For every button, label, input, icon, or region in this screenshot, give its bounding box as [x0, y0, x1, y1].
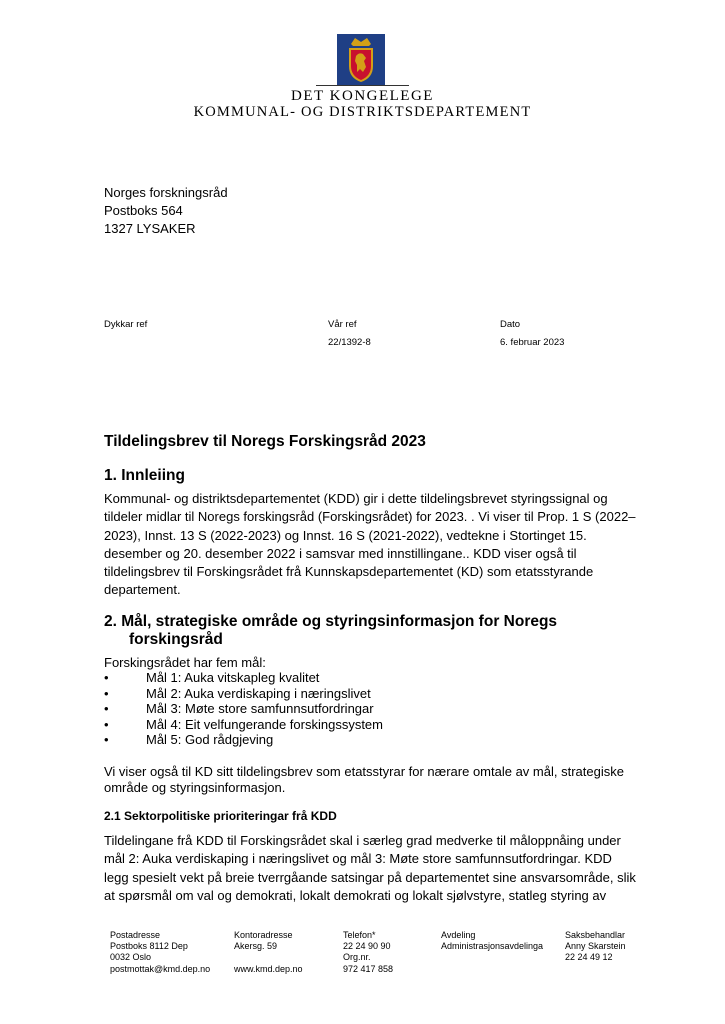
footer-value: Postboks 8112 Dep: [110, 941, 188, 952]
section-1-body: [104, 490, 634, 600]
footer-value: Anny Skarstein: [565, 941, 626, 952]
footer-value: [234, 952, 303, 963]
coat-of-arms-emblem: [337, 34, 385, 86]
letterhead-rule: [316, 85, 409, 86]
paragraph-line: tildeler midlar til Noregs forskingsråd (Forskingsrådet) for 2023. . Vi viser til Prop. 1 S (2022–: [104, 509, 636, 525]
goal-text: Mål 1: Auka vitskapleg kvalitet: [146, 670, 320, 685]
goal-text: Mål 4: Eit velfungerande forskingssystem: [146, 716, 383, 732]
section-2-heading-line-2: forskingsråd: [129, 631, 223, 648]
recipient-postbox: Postboks 564: [104, 203, 183, 218]
footer-label: Postadresse: [110, 930, 161, 940]
section-2-heading-line-1: 2. Mål, strategiske område og styringsinformasjon for Noregs: [104, 613, 558, 630]
footer-label: Avdeling: [441, 930, 476, 940]
footer-value: Akersg. 59: [234, 941, 278, 952]
footer-email: postmottak@kmd.dep.no: [110, 963, 211, 974]
letter-title: Tildelingsbrev til Noregs Forskingsråd 2023: [104, 433, 426, 450]
goal-text: Mål 5: God rådgjeving: [146, 732, 274, 748]
our-ref-value: 22/1392-8: [328, 337, 371, 348]
footer-label: Saksbehandlar: [565, 930, 626, 940]
bullet-icon: •: [104, 732, 109, 748]
date-value: 6. februar 2023: [500, 337, 565, 348]
paragraph-line: tildelingsbrev til Forskingsrådet frå Kunnskapsdepartementet (KD) som etatsstyrande: [104, 564, 594, 580]
paragraph-line: Vi viser også til KD sitt tildelingsbrev som etatsstyrar for nærare omtale av mål, strategiske: [104, 764, 624, 779]
footer-label: Kontoradresse: [234, 930, 293, 940]
footer-value: 22 24 90 90: [343, 941, 391, 952]
section-2-1-heading: 2.1 Sektorpolitiske prioriteringar frå KDD: [104, 809, 337, 823]
paragraph-line: Tildelingane frå KDD til Forskingsrådet skal i særleg grad medverke til måloppnåing under: [104, 833, 621, 848]
footer-department: [441, 930, 543, 952]
paragraph-line: Kommunal- og distriktsdepartementet (KDD) gir i dette tildelingsbrevet styringssignal og: [104, 491, 608, 506]
footer-value: 972 417 858: [343, 963, 394, 974]
recipient-postcode: 1327 LYSAKER: [104, 221, 196, 236]
bullet-icon: •: [104, 685, 109, 701]
goal-text: Mål 2: Auka verdiskaping i næringslivet: [146, 685, 371, 701]
footer-phone: [343, 930, 393, 975]
paragraph-line: desember og 20. desember 2022 i samsvar med innstillingane.. KDD viser også til: [104, 545, 577, 561]
footer-postal-address: [110, 930, 210, 975]
letterhead-line-1: DET KONGELEGE: [291, 88, 434, 104]
recipient-name: Norges forskningsråd: [104, 185, 228, 200]
paragraph-line: 2023), Innst. 13 S (2022-2023) og Innst. 16 S (2021-2022), vedtekne i Stortinget 15.: [104, 527, 587, 543]
bullet-icon: •: [104, 716, 109, 732]
our-ref-label: Vår ref: [328, 319, 357, 330]
paragraph-line: område og styringsinformasjon.: [104, 779, 286, 795]
letterhead-line-2: KOMMUNAL- OG DISTRIKTSDEPARTEMENT: [193, 104, 532, 120]
footer-website: www.kmd.dep.no: [234, 963, 303, 974]
paragraph-line: mål 2: Auka verdiskaping i næringslivet og mål 3: Møte store samfunnsutfordringar. KDD: [104, 851, 612, 867]
footer-office-address: [234, 930, 303, 975]
goals-intro: Forskingsrådet har fem mål:: [104, 655, 266, 670]
goal-text: Mål 3: Møte store samfunnsutfordringar: [146, 701, 374, 717]
footer-value: 0032 Oslo: [110, 952, 152, 963]
your-ref-label: Dykkar ref: [104, 319, 148, 330]
footer-label: Org.nr.: [343, 952, 371, 963]
paragraph-line: at spørsmål om val og demokrati, lokalt demokrati og lokalt sjølvstyre, statleg styring av: [104, 887, 607, 903]
footer-value: Administrasjonsavdelinga: [441, 941, 544, 952]
footer-case-officer: [565, 930, 626, 964]
date-label: Dato: [500, 319, 521, 330]
section-2-1-body: [104, 832, 634, 905]
section-1-heading: 1. Innleiing: [104, 467, 185, 484]
section-2-reference-paragraph: [104, 764, 634, 795]
bullet-icon: •: [104, 701, 109, 717]
paragraph-line: departement.: [104, 582, 181, 598]
recipient-address: [104, 184, 228, 238]
footer-value: 22 24 49 12: [565, 952, 613, 963]
footer-label: Telefon*: [343, 930, 376, 940]
paragraph-line: legg spesielt vekt på breie tverrgåande satsingar på departementet sine ansvarsområde, slik: [104, 869, 636, 885]
bullet-icon: •: [104, 670, 109, 685]
